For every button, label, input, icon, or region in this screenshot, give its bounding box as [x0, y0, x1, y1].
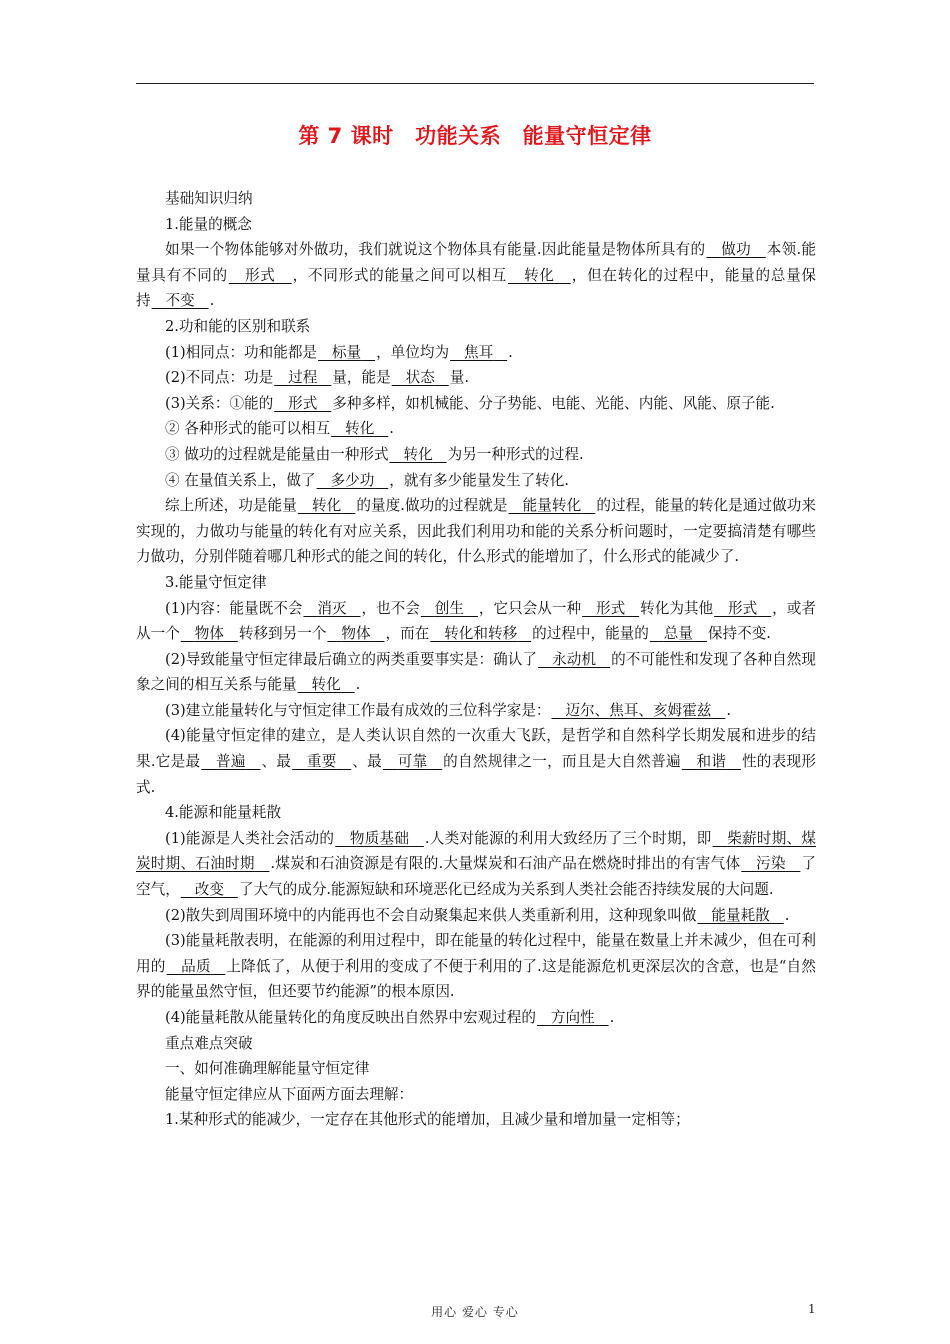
paragraph: (2)不同点：功是 过程 量，能是 状态 量. — [165, 369, 469, 387]
answer-blank: 物体 — [341, 625, 371, 643]
paragraph: ② 各种形式的能可以相互 转化 . — [165, 420, 394, 438]
answer-blank: 过程 — [288, 369, 318, 387]
answer-blank: 转化 — [345, 420, 375, 438]
footer-slogan: 用心 爱心 专心 — [431, 1305, 519, 1319]
answer-blank: 物体 — [194, 625, 224, 643]
paragraph: ④ 在量值关系上，做了 多少功 ，就有多少能量发生了转化. — [165, 471, 569, 489]
paragraph: (1)内容：能量既不会 消灭 ，也不会 创生 ，它只会从一种 形式 转化为其他 形式 ，或者从一个 物体 转移到另一个 物体 ，而在 转化和转移 的过程中，能量的 总量 保持不变. — [136, 599, 816, 643]
answer-blank: 普遍 — [216, 753, 246, 771]
answer-blank: 污染 — [756, 855, 786, 873]
paragraph: (3)关系：①能的 形式 多种多样，如机械能、分子势能、电能、光能、内能、风能、原子能. — [165, 394, 775, 412]
answer-blank: 总量 — [663, 625, 693, 643]
answer-blank: 形式 — [728, 599, 758, 617]
section-label: 重点难点突破 — [165, 1034, 253, 1052]
paragraph: (4)能量守恒定律的建立，是人类认识自然的一次重大飞跃，是哲学和自然科学长期发展和进步的结果.它是最 普遍 、最 重要 、最 可靠 的自然规律之一，而且是大自然普遍 和谐 性的表现形式. — [136, 727, 816, 796]
answer-blank: 标量 — [331, 343, 362, 361]
answer-blank: 状态 — [405, 369, 435, 387]
answer-blank: 多少功 — [330, 471, 375, 489]
page-number: 1 — [808, 1302, 816, 1316]
answer-blank: 和谐 — [696, 753, 727, 771]
paragraph: (1)能源是人类社会活动的 物质基础 .人类对能源的利用大致经历了三个时期，即 柴薪时期、煤炭时期、石油时期 .煤炭和石油资源是有限的.大量煤炭和石油产品在燃烧时排出的有害气体 污染 了空气， 改变 了大气的成分.能源短缺和环境恶化已经成为关系到人类社会能否持续发展的大问题. — [136, 829, 816, 899]
answer-blank: 重要 — [306, 753, 337, 771]
answer-blank: 转化 — [311, 676, 341, 694]
answer-blank: 焦耳 — [463, 343, 494, 361]
paragraph: 如果一个物体能够对外做功，我们就说这个物体具有能量.因此能量是物体所具有的 做功 本领.能量具有不同的 形式 ，不同形式的能量之间可以相互 转化 ，但在转化的过程中，能量的总量保持 不变 . — [136, 241, 816, 310]
paragraph: 综上所述，功是能量 转化 的量度.做功的过程就是 能量转化 的过程，能量的转化是通过做功来实现的，力做功与能量的转化有对应关系，因此我们利用功和能的关系分析问题时，一定要搞清楚有哪些力做功，分别伴随着哪几种形式的能之间的转化，什么形式的能增加了，什么形式的能减少了. — [136, 497, 817, 566]
answer-blank: 品质 — [181, 957, 211, 975]
page-title: 第 7 课时 功能关系 能量守恒定律 — [298, 124, 652, 148]
answer-blank: 永动机 — [552, 650, 597, 668]
answer-blank: 转化和转移 — [444, 625, 518, 643]
answer-blank: 方向性 — [550, 1009, 595, 1026]
paragraph: (1)相同点：功和能都是 标量 ，单位均为 焦耳 . — [165, 343, 513, 361]
answer-blank: 形式 — [288, 394, 318, 412]
section-heading: 3.能量守恒定律 — [165, 573, 267, 591]
paragraph: ③ 做功的过程就是能量由一种形式 转化 为另一种形式的过程. — [165, 445, 584, 463]
paragraph: 1.某种形式的能减少，一定存在其他形式的能增加，且减少量和增加量一定相等； — [165, 1111, 690, 1129]
paragraph: (2)导致能量守恒定律最后确立的两类重要事实是：确认了 永动机 的不可能性和发现了各种自然现象之间的相互关系与能量 转化 . — [136, 650, 816, 694]
answer-blank: 柴薪时期、煤炭时期、石油时期 — [136, 829, 816, 873]
answer-blank: 做功 — [721, 241, 751, 259]
answer-blank: 物质基础 — [349, 829, 410, 847]
section-label: 基础知识归纳 — [165, 190, 253, 207]
section-heading: 一、如何准确理解能量守恒定律 — [165, 1060, 370, 1078]
header-rule — [136, 83, 814, 84]
document-body — [136, 186, 816, 1133]
answer-blank: 能量耗散 — [711, 906, 770, 924]
section-heading: 4.能源和能量耗散 — [165, 804, 282, 822]
answer-blank: 可靠 — [397, 753, 428, 771]
answer-blank: 创生 — [434, 599, 464, 617]
answer-blank: 转化 — [524, 266, 555, 284]
paragraph: (4)能量耗散从能量转化的角度反映出自然界中宏观过程的 方向性 . — [165, 1009, 615, 1026]
answer-blank: 改变 — [194, 881, 224, 899]
answer-blank: 形式 — [596, 599, 626, 617]
paragraph: (3)建立能量转化与守恒定律工作最有成效的三位科学家是： 迈尔、焦耳、亥姆霍兹 . — [165, 701, 731, 719]
section-heading: 2.功和能的区别和联系 — [165, 317, 311, 335]
paragraph: 能量守恒定律应从下面两方面去理解： — [165, 1085, 414, 1103]
answer-blank: 能量转化 — [522, 497, 582, 515]
answer-blank: 消灭 — [317, 599, 347, 617]
paragraph: (3)能量耗散表明，在能源的利用过程中，即在能量的转化过程中，能量在数量上并未减少，但在可利用的 品质 上降低了，从便于利用的变成了不便于利用的了.这是能源危机更深层次的含意，也是“自然界的能量虽然守恒，但还要节约能源”的根本原因. — [136, 932, 816, 1001]
answer-blank: 不变 — [165, 292, 195, 310]
answer-blank: 形式 — [244, 266, 276, 284]
paragraph: (2)散失到周围环境中的内能再也不会自动聚集起来供人类重新利用，这种现象叫做 能量耗散 . — [165, 906, 790, 924]
section-heading: 1.能量的概念 — [165, 215, 252, 233]
answer-blank: 转化 — [311, 497, 342, 515]
answer-blank: 迈尔、焦耳、亥姆霍兹 — [565, 701, 712, 719]
answer-blank: 转化 — [403, 445, 433, 463]
